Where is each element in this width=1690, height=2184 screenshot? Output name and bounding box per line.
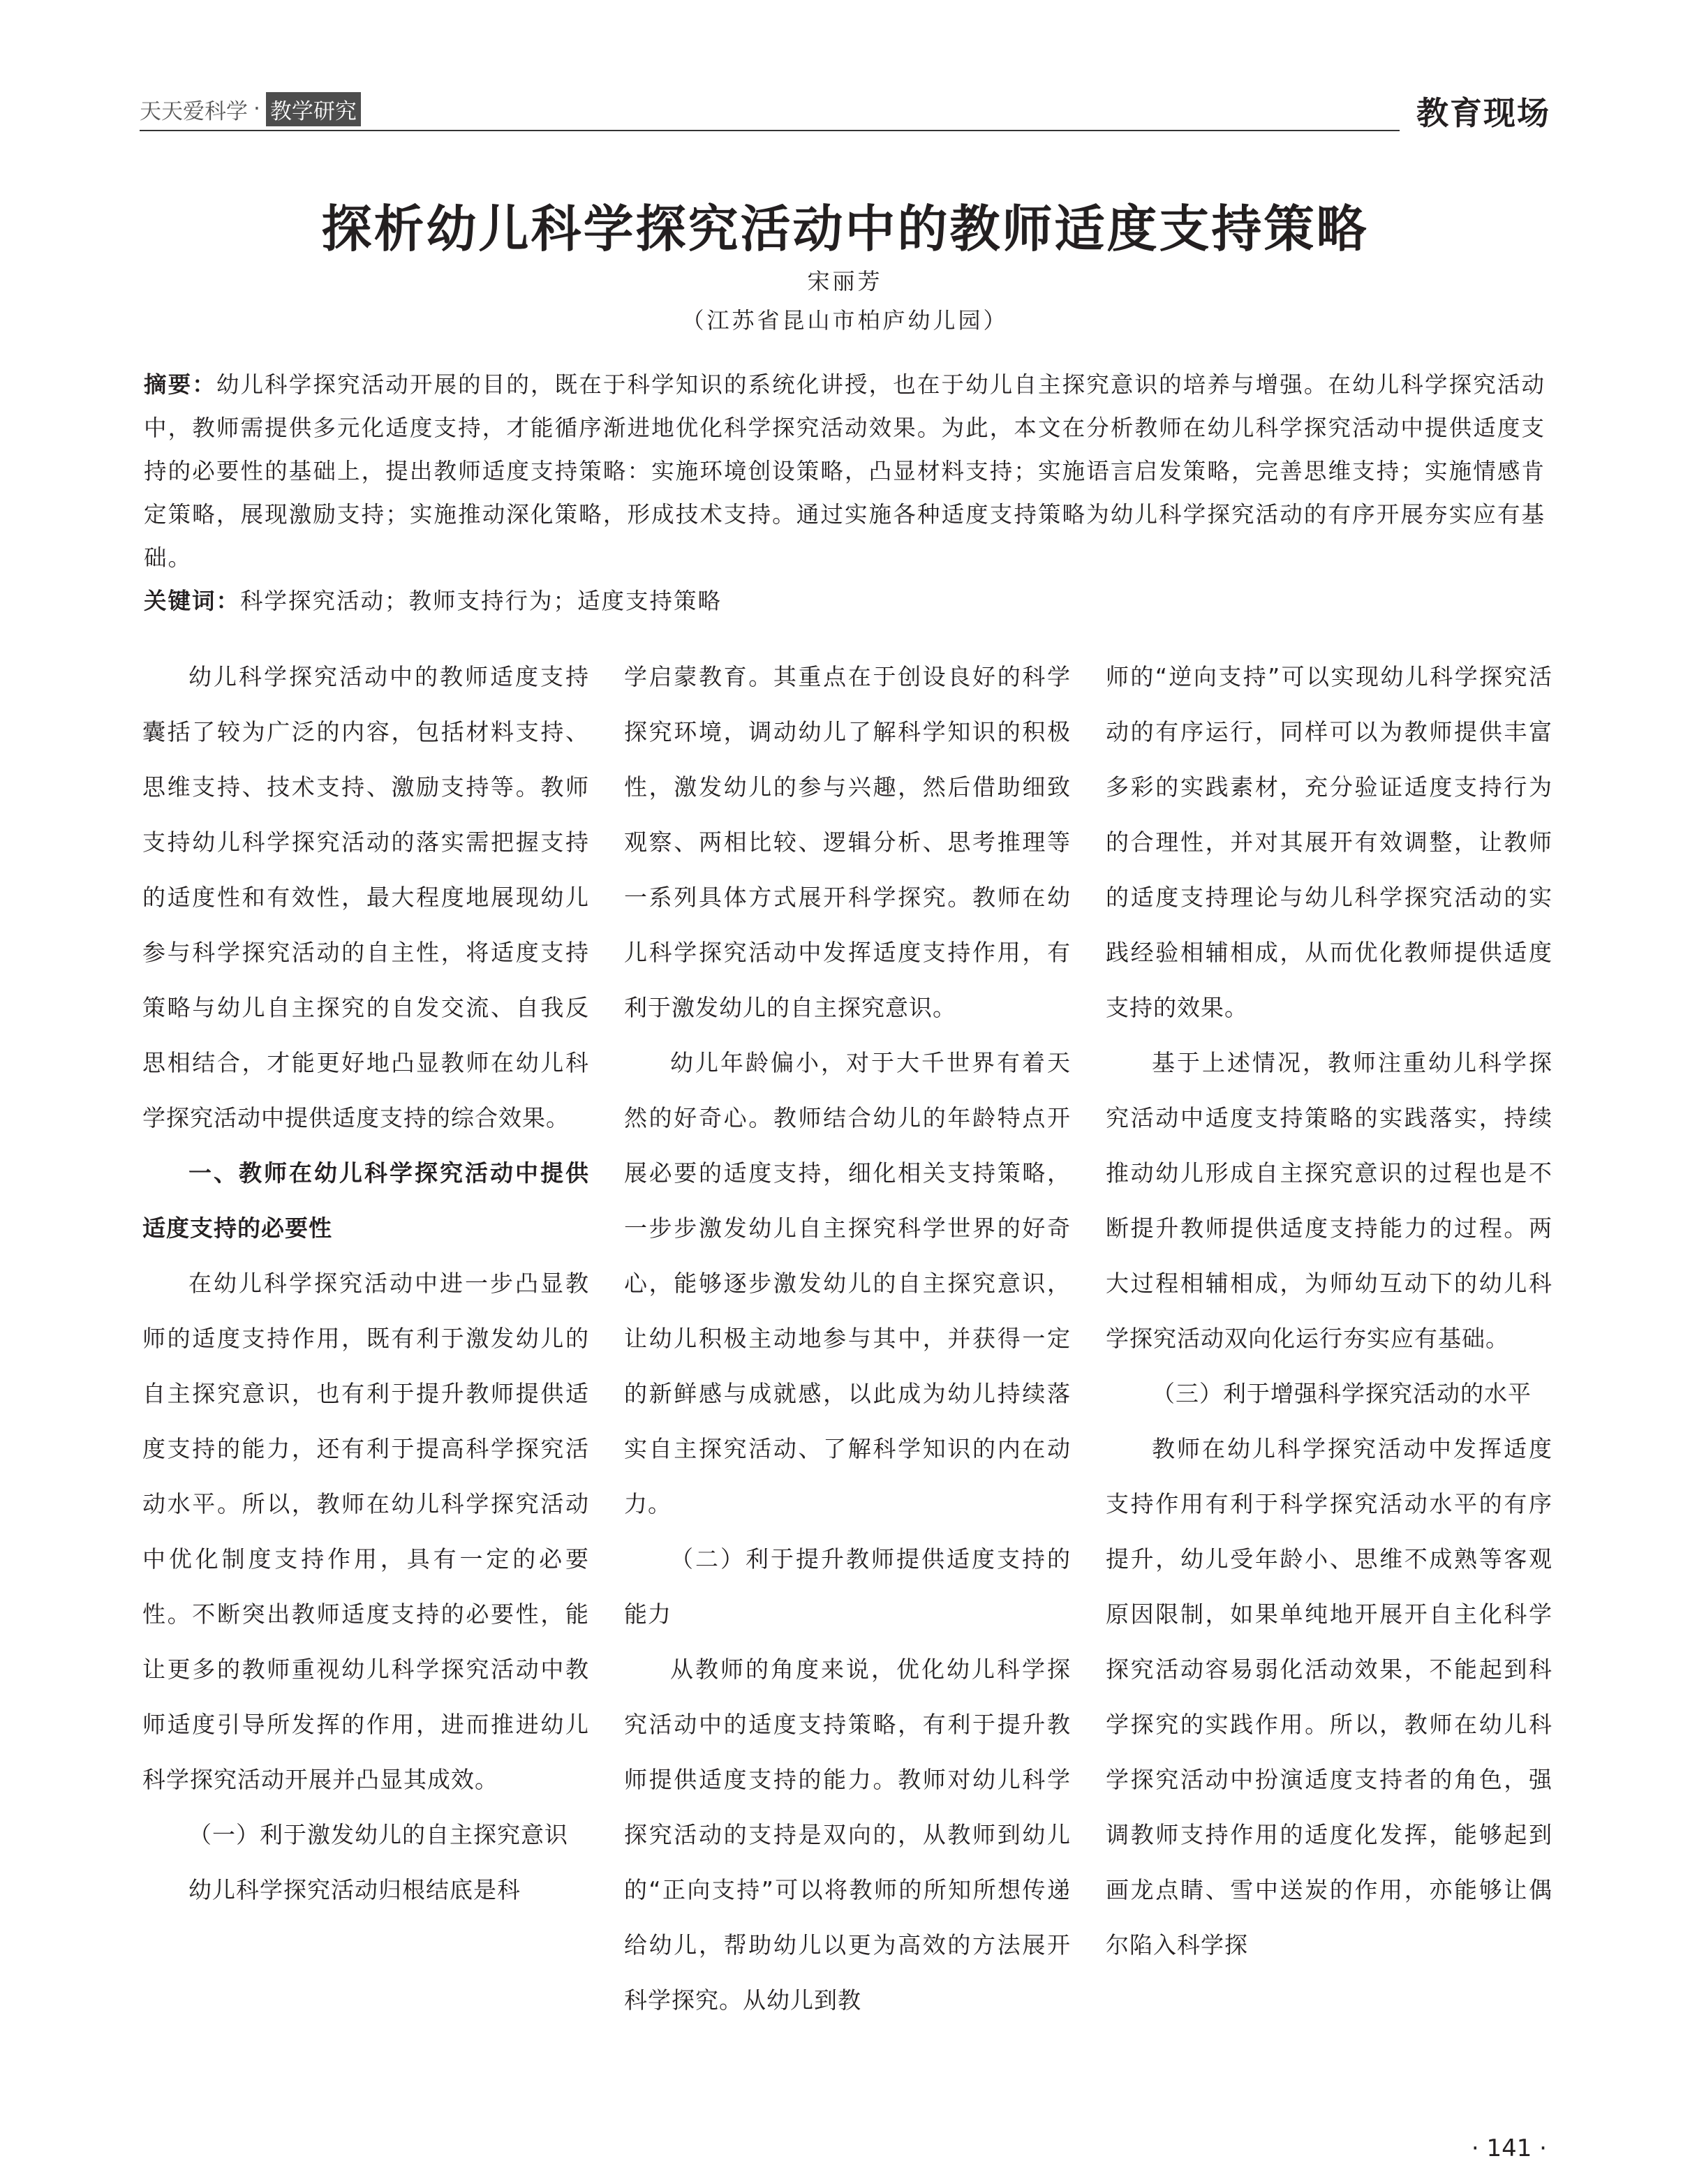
header-dot: · bbox=[253, 96, 260, 121]
paragraph: 幼儿年龄偏小，对于大千世界有着天然的好奇心。教师结合幼儿的年龄特点开展必要的适度支持，细化相关支持策略，一步步激发幼儿自主探究科学世界的好奇心，能够逐步激发幼儿的自主探究意识，让幼儿积极主动地参与其中，并获得一定的新鲜感与成就感，以此成为幼儿持续落实自主探究活动、了解科学知识的内在动力。 bbox=[624, 1049, 1071, 1517]
abstract-text: 幼儿科学探究活动开展的目的，既在于科学知识的系统化讲授，也在于幼儿自主探究意识的培养与增强。在幼儿科学探究活动中，教师需提供多元化适度支持，才能循序渐进地优化科学探究活动效果。为此，本文在分析教师在幼儿科学探究活动中提供适度支持的必要性的基础上，提出教师适度支持策略：实施环境创设策略，凸显材料支持；实施语言启发策略，完善思维支持；实施情感肯定策略，展现激励支持；实施推动深化策略，形成技术支持。通过实施各种适度支持策略为幼儿科学探究活动的有序开展夯实应有基础。 bbox=[144, 371, 1546, 571]
abstract bbox=[144, 363, 1546, 579]
subsection-heading: （三）利于增强科学探究活动的水平 bbox=[1152, 1380, 1532, 1407]
subsection-heading: （二）利于提升教师提供适度支持的能力 bbox=[624, 1545, 1071, 1628]
paragraph: 幼儿科学探究活动中的教师适度支持囊括了较为广泛的内容，包括材料支持、思维支持、技术支持、激励支持等。教师支持幼儿科学探究活动的落实需把握支持的适度性和有效性，最大程度地展现幼儿参与科学探究活动的自主性，将适度支持策略与幼儿自主探究的自发交流、自我反思相结合，才能更好地凸显教师在幼儿科学探究活动中提供适度支持的综合效果。 bbox=[142, 663, 589, 1131]
keywords-label: 关键词： bbox=[144, 588, 241, 614]
page-number: · 141 · bbox=[1471, 2134, 1547, 2162]
journal-name: 天天爱科学 bbox=[140, 98, 248, 124]
section-title: 教育现场 bbox=[1416, 94, 1550, 132]
keywords bbox=[144, 579, 1546, 623]
keywords-text: 科学探究活动；教师支持行为；适度支持策略 bbox=[240, 588, 722, 614]
paragraph: 从教师的角度来说，优化幼儿科学探究活动中的适度支持策略，有利于提升教师提供适度支持的能力。教师对幼儿科学探究活动的支持是双向的，从教师到幼儿的“正向支持”可以将教师的所知所想传递给幼儿，帮助幼儿以更为高效的方法展开科学探究。从幼儿到教 bbox=[624, 1656, 1071, 2014]
running-header bbox=[140, 91, 361, 127]
paragraph: 幼儿科学探究活动归根结底是科 bbox=[188, 1876, 521, 1903]
paragraph: 学启蒙教育。其重点在于创设良好的科学探究环境，调动幼儿了解科学知识的积极性，激发幼儿的参与兴趣，然后借助细致观察、两相比较、逻辑分析、思考推理等一系列具体方式展开科学探究。教师在幼儿科学探究活动中发挥适度支持作用，有利于激发幼儿的自主探究意识。 bbox=[624, 663, 1071, 1021]
author-affiliation: （江苏省昆山市柏庐幼儿园） bbox=[681, 307, 1009, 334]
author-name: 宋丽芳 bbox=[807, 268, 883, 295]
section-heading: 一、教师在幼儿科学探究活动中提供适度支持的必要性 bbox=[142, 1159, 589, 1242]
paragraph: 基于上述情况，教师注重幼儿科学探究活动中适度支持策略的实践落实，持续推动幼儿形成自主探究意识的过程也是不断提升教师提供适度支持能力的过程。两大过程相辅相成，为师幼互动下的幼儿科学探究活动双向化运行夯实应有基础。 bbox=[1106, 1049, 1552, 1352]
body-column-3 bbox=[1106, 649, 1552, 1973]
paragraph: 教师在幼儿科学探究活动中发挥适度支持作用有利于科学探究活动水平的有序提升，幼儿受年龄小、思维不成熟等客观原因限制，如果单纯地开展开自主化科学探究活动容易弱化活动效果，不能起到科学探究的实践作用。所以，教师在幼儿科学探究活动中扮演适度支持者的角色，强调教师支持作用的适度化发挥，能够起到画龙点睛、雪中送炭的作用，亦能够让偶尔陷入科学探 bbox=[1106, 1435, 1552, 1959]
header-rule bbox=[140, 130, 1400, 131]
body-column-1 bbox=[142, 649, 589, 1917]
body-column-2 bbox=[624, 649, 1071, 2028]
subsection-heading: （一）利于激发幼儿的自主探究意识 bbox=[188, 1821, 568, 1848]
article-title: 探析幼儿科学探究活动中的教师适度支持策略 bbox=[321, 200, 1369, 258]
paragraph: 在幼儿科学探究活动中进一步凸显教师的适度支持作用，既有利于激发幼儿的自主探究意识，也有利于提升教师提供适度支持的能力，还有利于提高科学探究活动水平。所以，教师在幼儿科学探究活动中优化制度支持作用，具有一定的必要性。不断突出教师适度支持的必要性，能让更多的教师重视幼儿科学探究活动中教师适度引导所发挥的作用，进而推进幼儿科学探究活动开展并凸显其成效。 bbox=[142, 1270, 589, 1793]
abstract-label: 摘要： bbox=[144, 371, 216, 398]
column-tag: 教学研究 bbox=[266, 92, 361, 126]
paragraph: 师的“逆向支持”可以实现幼儿科学探究活动的有序运行，同样可以为教师提供丰富多彩的实践素材，充分验证适度支持行为的合理性，并对其展开有效调整，让教师的适度支持理论与幼儿科学探究活动的实践经验相辅相成，从而优化教师提供适度支持的效果。 bbox=[1106, 663, 1552, 1021]
